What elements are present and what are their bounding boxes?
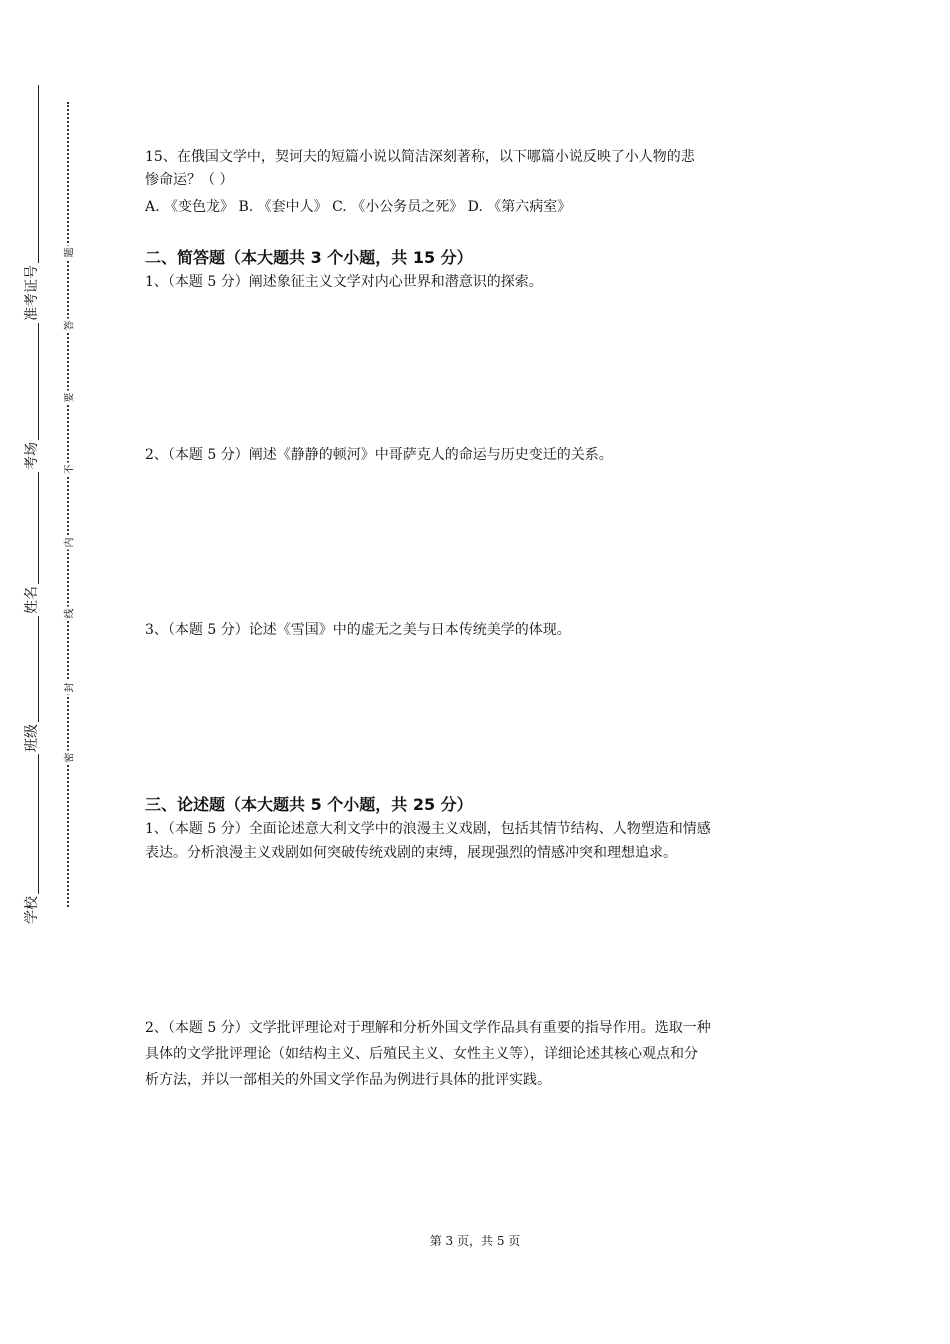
exam-room-label: 考场 <box>21 440 41 472</box>
seal-char: 答 <box>61 319 76 333</box>
question-15 <box>145 146 695 192</box>
class-label: 班级 <box>21 722 41 754</box>
seal-char: 内 <box>61 536 76 550</box>
question-15-line2: 惨命运？（ ） <box>145 172 234 188</box>
seal-char: 不 <box>61 463 76 477</box>
binding-line-dotted <box>67 102 69 907</box>
essay-2-line1: 2、（本题 5 分）文学批评理论对于理解和分析外国文学作品具有重要的指导作用。选取一种 <box>145 1020 711 1036</box>
seal-char: 密 <box>61 751 76 765</box>
short-answer-2: 2、（本题 5 分）阐述《静静的顿河》中哥萨克人的命运与历史变迁的关系。 <box>145 447 613 463</box>
seal-char: 封 <box>61 681 76 695</box>
seal-char: 要 <box>61 391 76 405</box>
essay-2 <box>145 1015 711 1093</box>
short-answer-1: 1、（本题 5 分）阐述象征主义文学对内心世界和潜意识的探索。 <box>145 274 543 290</box>
name-label: 姓名 <box>21 584 41 616</box>
essay-1-line1: 1、（本题 5 分）全面论述意大利文学中的浪漫主义戏剧，包括其情节结构、人物塑造和情感 <box>145 821 711 837</box>
school-label: 学校 <box>21 894 41 926</box>
question-15-options: A. 《变色龙》 B. 《套中人》 C. 《小公务员之死》 D. 《第六病室》 <box>145 199 572 215</box>
question-15-line1: 15、在俄国文学中，契诃夫的短篇小说以简洁深刻著称，以下哪篇小说反映了小人物的悲 <box>145 149 695 165</box>
page-footer: 第 3 页，共 5 页 <box>429 1234 521 1248</box>
section-3-title: 三、论述题（本大题共 5 个小题，共 25 分） <box>145 795 473 814</box>
essay-2-line2: 具体的文学批评理论（如结构主义、后殖民主义、女性主义等），详细论述其核心观点和分 <box>145 1046 698 1062</box>
essay-1 <box>145 817 711 865</box>
essay-1-line2: 表达。分析浪漫主义戏剧如何突破传统戏剧的束缚，展现强烈的情感冲突和理想追求。 <box>145 845 677 861</box>
seal-char: 题 <box>61 246 76 260</box>
section-2-title: 二、简答题（本大题共 3 个小题，共 15 分） <box>145 248 473 267</box>
binding-line-solid <box>38 85 39 905</box>
essay-2-line3: 析方法，并以一部相关的外国文学作品为例进行具体的批评实践。 <box>145 1072 551 1088</box>
exam-id-label: 准考证号 <box>21 263 41 323</box>
seal-char: 线 <box>61 607 76 621</box>
short-answer-3: 3、（本题 5 分）论述《雪国》中的虚无之美与日本传统美学的体现。 <box>145 622 571 638</box>
